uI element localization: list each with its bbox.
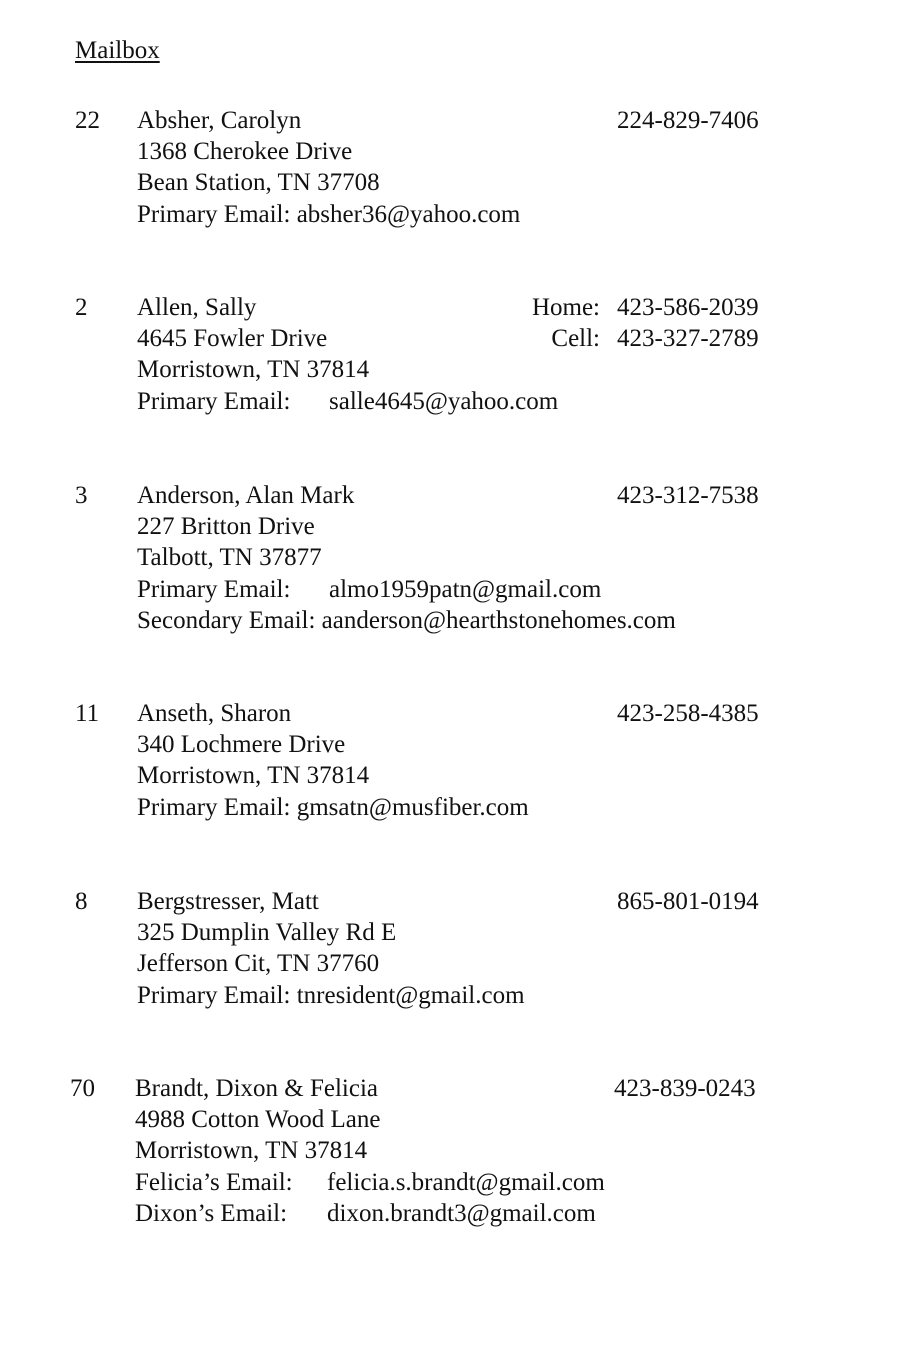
email-line <box>137 574 676 605</box>
phone-label: Cell: <box>551 325 600 353</box>
email-address: gmsatn@musfiber.com <box>296 793 529 821</box>
email-line <box>137 199 520 230</box>
phone-number: 423-327-2789 <box>617 325 759 353</box>
resident-name: Anderson, Alan Mark <box>137 482 355 509</box>
city-state-zip: Morristown, TN 37814 <box>135 1137 368 1165</box>
email-address: salle4645@yahoo.com <box>329 387 559 415</box>
street-address: 4645 Fowler Drive <box>137 325 328 353</box>
phone-number: 423-312-7538 <box>617 482 759 509</box>
city-state-zip: Bean Station, TN 37708 <box>137 169 380 197</box>
street-address: 4988 Cotton Wood Lane <box>135 1106 381 1134</box>
email-label: Secondary Email: <box>137 606 316 634</box>
email-address: dixon.brandt3@gmail.com <box>327 1199 596 1227</box>
email-address: almo1959patn@gmail.com <box>329 575 602 603</box>
resident-name: Absher, Carolyn <box>137 107 302 134</box>
resident-name: Allen, Sally <box>137 294 257 321</box>
mailbox-number: 70 <box>70 1075 95 1102</box>
street-address: 1368 Cherokee Drive <box>137 138 353 166</box>
email-label: Primary Email: <box>137 575 291 603</box>
email-label: Primary Email: <box>137 981 291 1009</box>
resident-name: Anseth, Sharon <box>137 700 292 727</box>
mailbox-column-header: Mailbox <box>75 37 160 64</box>
phone-number: 224-829-7406 <box>617 107 759 134</box>
mailbox-number: 8 <box>75 888 88 915</box>
phone-number: 423-258-4385 <box>617 700 759 727</box>
directory-entry-brandt <box>0 1073 900 1233</box>
directory-entry-anseth <box>0 698 900 858</box>
email-label: Primary Email: <box>137 793 291 821</box>
directory-entry-absher <box>0 105 900 265</box>
directory-entry-bergstresser <box>0 886 900 1046</box>
street-address: 340 Lochmere Drive <box>137 731 346 759</box>
email-line <box>135 1198 605 1229</box>
city-state-zip: Jefferson Cit, TN 37760 <box>137 950 380 978</box>
email-line <box>135 1167 605 1198</box>
cell-phone-row <box>0 323 900 354</box>
directory-entry-allen <box>0 292 900 452</box>
email-line <box>137 980 525 1011</box>
city-state-zip: Morristown, TN 37814 <box>137 356 370 384</box>
directory-entry-anderson <box>0 480 900 640</box>
email-address: tnresident@gmail.com <box>296 981 525 1009</box>
mailbox-number: 2 <box>75 294 88 321</box>
phone-label: Home: <box>531 294 600 321</box>
street-address: 325 Dumplin Valley Rd E <box>137 919 397 947</box>
home-phone-row <box>0 292 900 323</box>
email-label: Primary Email: <box>137 200 291 228</box>
email-label: Primary Email: <box>137 387 291 415</box>
phone-number: 423-586-2039 <box>617 294 759 321</box>
street-address: 227 Britton Drive <box>137 513 315 541</box>
email-address: absher36@yahoo.com <box>296 200 521 228</box>
city-state-zip: Talbott, TN 37877 <box>137 544 322 572</box>
phone-number: 865-801-0194 <box>617 888 759 915</box>
email-label: Felicia’s Email: <box>135 1168 293 1196</box>
mailbox-number: 22 <box>75 107 100 134</box>
resident-name: Brandt, Dixon & Felicia <box>135 1075 379 1102</box>
email-address: felicia.s.brandt@gmail.com <box>327 1168 605 1196</box>
email-label: Dixon’s Email: <box>135 1199 288 1227</box>
email-address: aanderson@hearthstonehomes.com <box>321 606 676 634</box>
email-line <box>137 792 529 823</box>
phone-number: 423-839-0243 <box>614 1075 756 1102</box>
mailbox-number: 3 <box>75 482 88 509</box>
resident-name: Bergstresser, Matt <box>137 888 319 915</box>
email-line <box>137 386 558 417</box>
city-state-zip: Morristown, TN 37814 <box>137 762 370 790</box>
mailbox-number: 11 <box>75 700 100 727</box>
email-line <box>137 605 676 636</box>
